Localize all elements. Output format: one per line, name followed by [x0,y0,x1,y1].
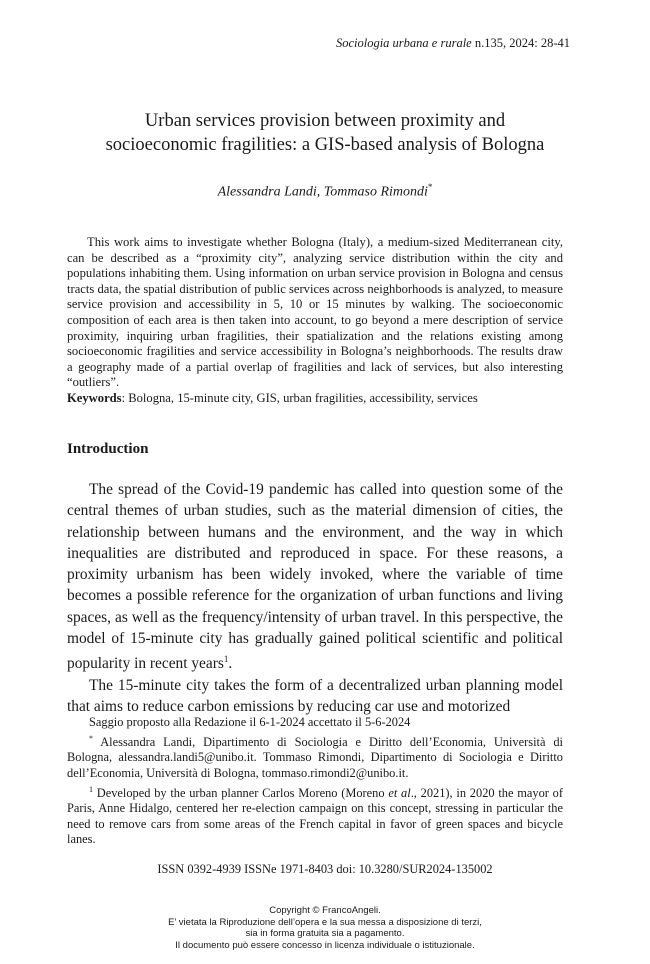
title-line-1: Urban services provision between proximity and [144,111,506,131]
introduction-paragraph-1: The spread of the Covid-19 pandemic has called into question some of the central themes of urban studies, such as the material dimension of cities, the relationship between humans and the environment, and the way in which inequalities are distributed and reproduced in space. For these reasons, a proximity urbanism has been widely invoked, where the variable of time becomes a possible reference for the organization of urban functions and living spaces, as well as the frequency/intensity of urban travel. In this perspective, the model of 15-minute city has gradually gained political scientific and political popularity in recent years$^1$. [67,481,563,673]
title-line-2: socioeconomic fragilities: a GIS-based analysis of Bologna [105,135,545,155]
keywords-label: Keywords [67,391,122,405]
keywords [67,391,563,407]
copyright-line-3: sia in forma gratuita sia a pagamento. [245,928,405,940]
author-names: Alessandra Landi, Tommaso Rimondi [217,184,428,200]
authors [0,182,650,201]
copyright-line-1: Copyright © FrancoAngeli. [269,905,381,916]
copyright-line-2: E’ vietata la Riproduzione dell’opera e la sua messa a disposizione di terzi, [168,916,482,928]
copyright-notice [0,905,650,951]
keywords-values: : Bologna, 15-minute city, GIS, urban fragilities, accessibility, services [121,391,478,405]
journal-name: Sociologia urbana e rurale [335,36,472,50]
introduction-paragraph-2: The 15-minute city takes the form of a decentralized urban planning model that aims to reduce carbon emissions by reducing car use and motorized [67,676,563,716]
footnotes [67,715,563,848]
abstract: This work aims to investigate whether Bologna (Italy), a medium-sized Mediterranean city, can be described as a “proximity city”, analyzing service distribution within the city and populations inhabiting them. Using information on urban service provision in Bologna and census tracts data, the spatial distribution of public services across neighborhoods is analyzed, to measure service provision and accessibility in 5, 10 or 15 minutes by walking. The socioeconomic composition of each area is then taken into account, to go beyond a mere description of service proximity, inquiring urban fragilities, their spatialization and the relations existing among socioeconomic fragilities and service accessibility in Bologna’s neighborhoods. The results draw a geography made of a partial overlap of fragilities and lack of services, but also interesting “outliers”. [67,235,563,390]
issn-doi-line: ISSN 0392-4939 ISSNe 1971-8403 doi: 10.3280/SUR2024-135002 [157,862,493,876]
running-head [0,36,570,51]
copyright-line-4: Il documento può essere concesso in licenza individuale o istituzionale. [175,939,475,951]
submission-note: Saggio proposto alla Redazione il 6-1-2024 accettato il 5-6-2024 [89,715,411,729]
section-heading-introduction: Introduction [67,441,149,457]
introduction-body [67,479,563,717]
footnote-1: $^1$ Developed by the urban planner Carlos Moreno (Moreno et al., 2021), in 2020 the mayor of Paris, Anne Hidalgo, centered her re-election campaign on this concept, stressing in particular the need to remove cars from some areas of the French capital in favor of green spaces and bicycle lanes. [67,784,563,847]
paper-title [0,109,650,157]
footnote-ref-1: 1 [223,654,229,665]
author-footnote-mark: * [427,182,433,192]
affiliation-note: * Alessandra Landi, Dipartimento di Sociologia e Diritto dell’Economia, Università di Bologna, alessandra.landi5@unibo.it. Tommaso Rimondi, Dipartimento di Sociologia e Diritto dell’Economia, Università di Bologna, tommaso.rimondi2@unibo.it. [67,733,563,780]
journal-issue: n.135, 2024: 28-41 [471,36,570,50]
